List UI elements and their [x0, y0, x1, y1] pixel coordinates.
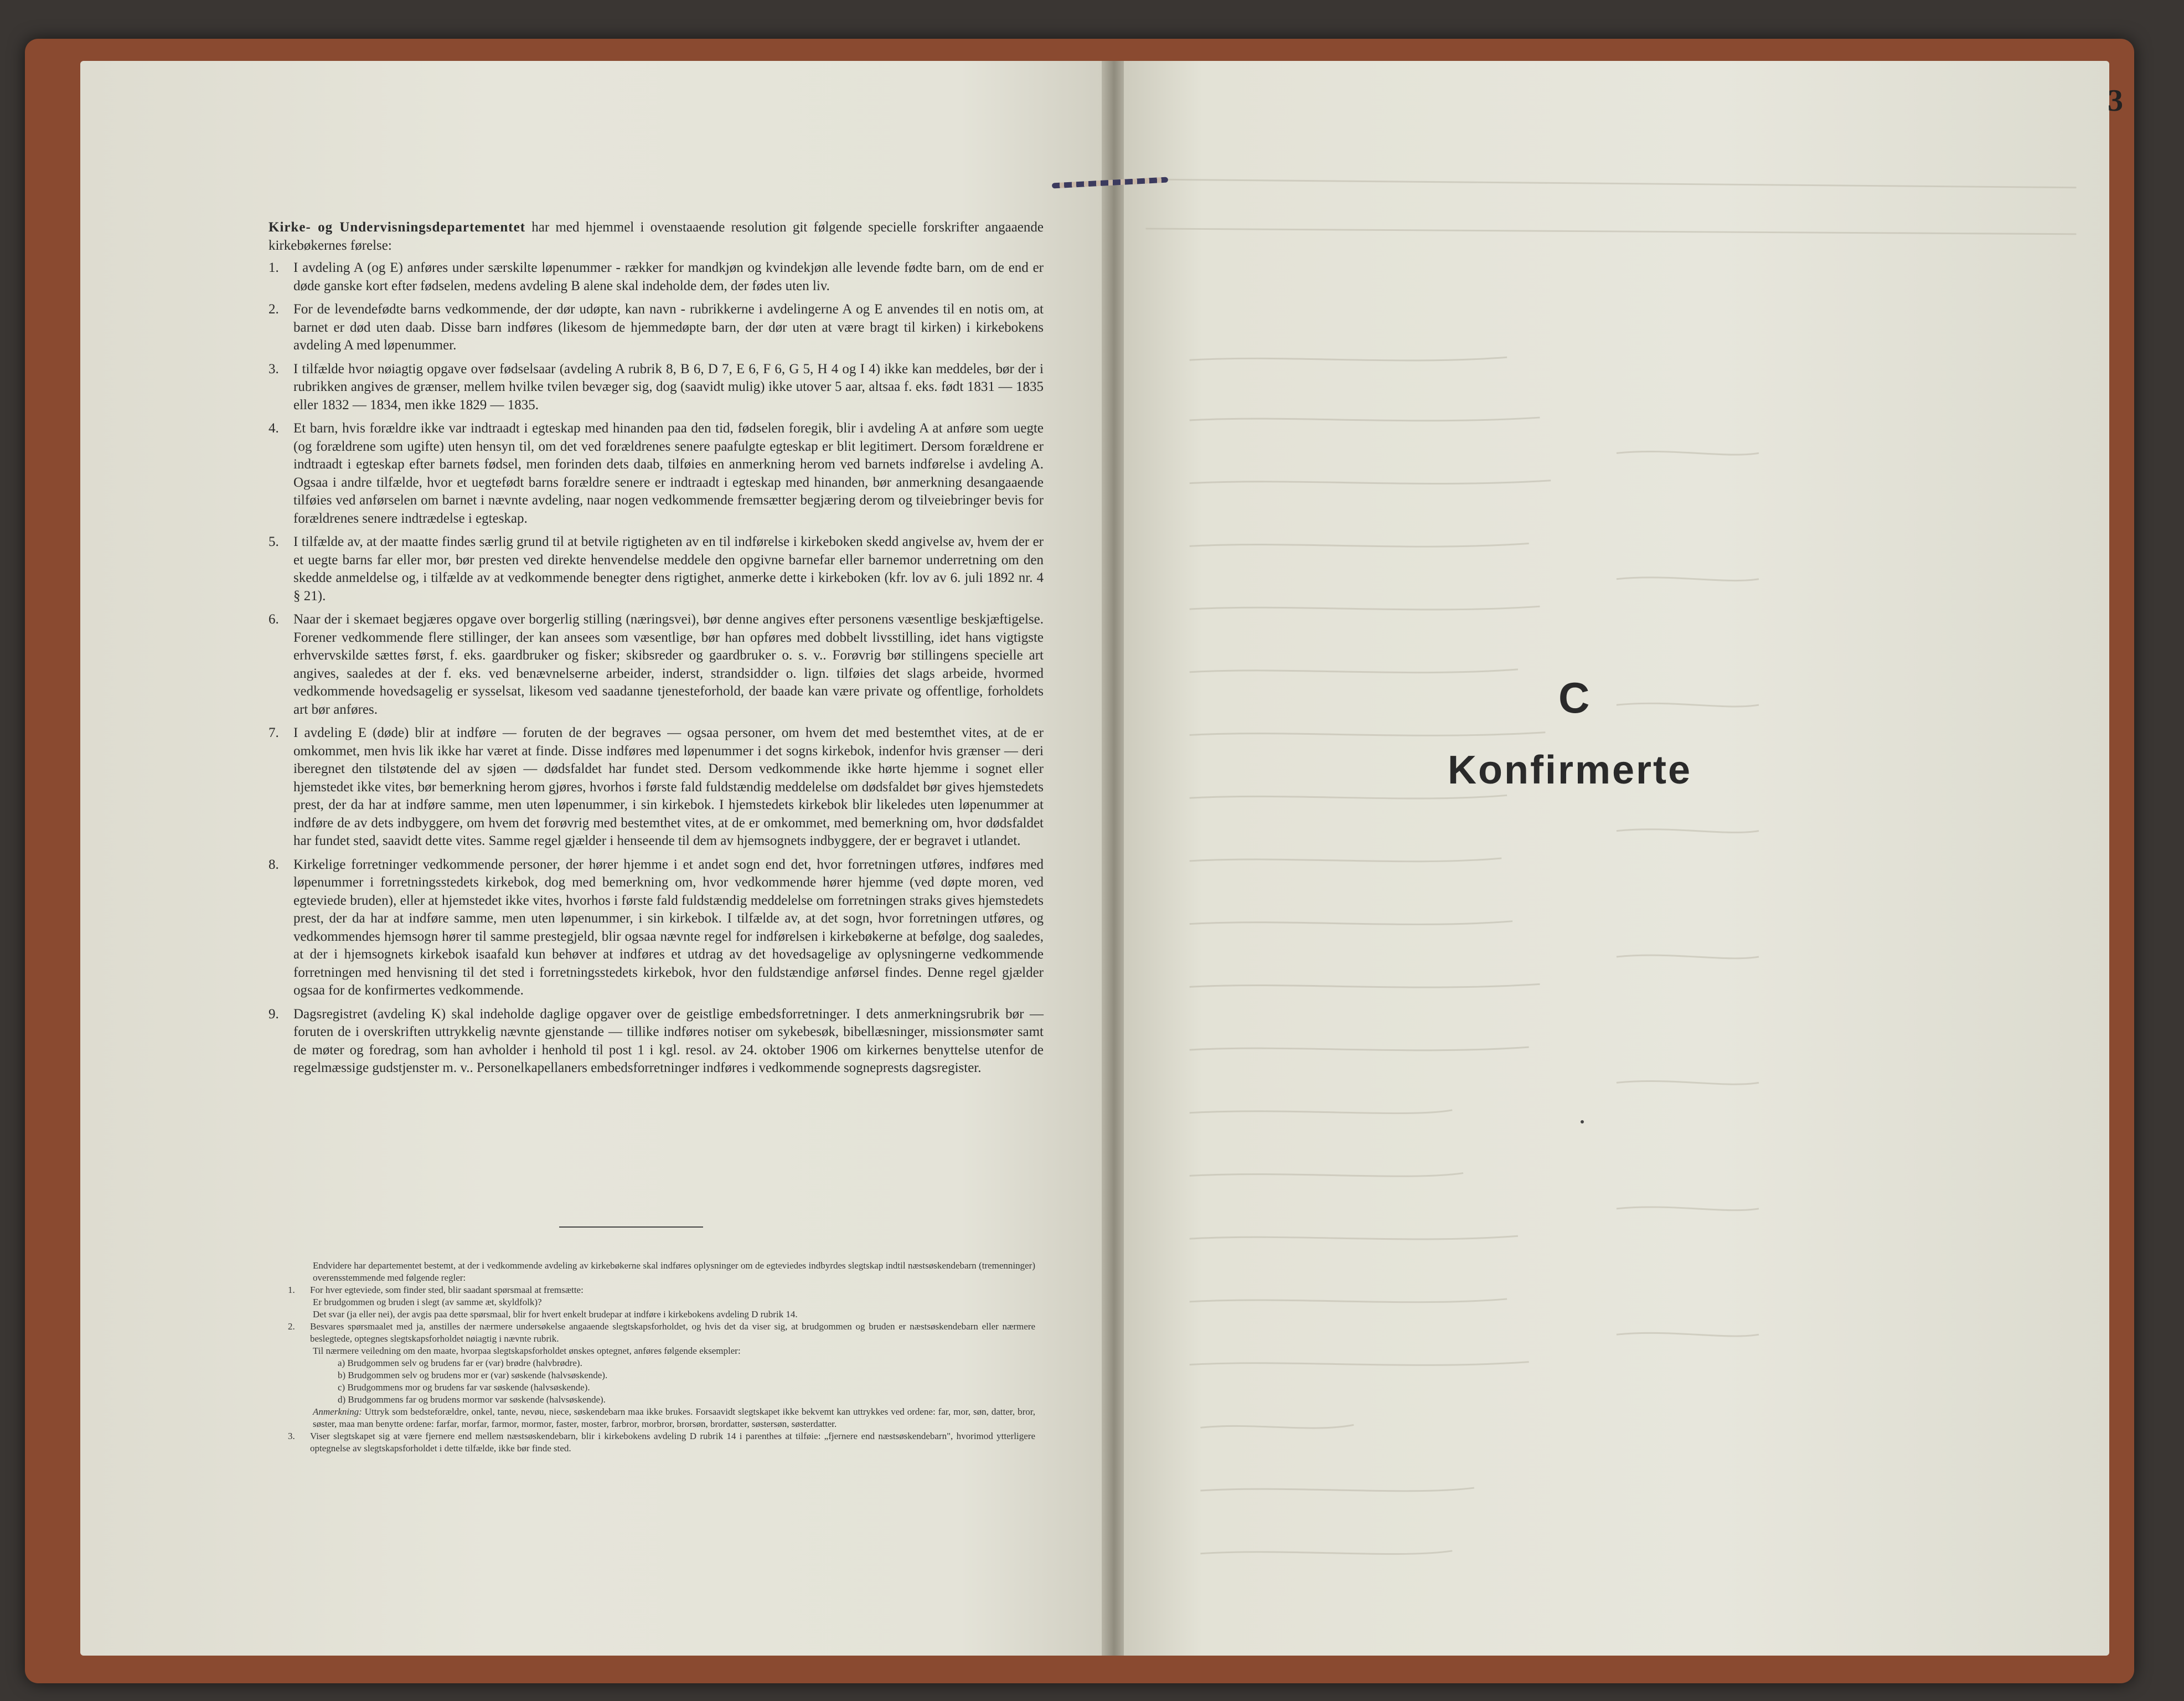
footnote-example: c) Brudgommens mor og brudens far var søskende (halvsøskende). [338, 1382, 590, 1393]
footnote-number: 2. [288, 1321, 295, 1332]
section-title: Konfirmerte [1448, 748, 1692, 792]
rule-item [269, 301, 1044, 355]
rule-text: Naar der i skemaet begjæres opgave over borgerlig stilling (næringsvei), bør denne angives efter personens væsentlige beskjæftigelse. Forener vedkommende flere stillinger, der kan ansees som væsentlige, bør han opføres med dobbelt livsstilling, idet hans vigtigste erhvervskilde sættes først, f. eks. gaardbruker og fisker; skibsreder og gaardbruker o. s. v.. Forøvrig bør stillingens specielle art angives, saaledes at der f. eks. ved benævnelserne arbeider, inderst, strandsidder o. lign. tilføies det slags arbeide, hvormed vedkommende hovedsagelig er sysselsat, likesom ved saadanne tjenesteforhold, der baade kan være private og offentlige, forholdets art bør anføres. [293, 612, 1044, 717]
page-number: 3 [2108, 84, 2123, 118]
rule-item [269, 856, 1044, 1000]
footnote-item-text: For hver egteviede, som finder sted, blir saadant spørsmaal at fremsætte: [310, 1285, 584, 1295]
rule-number: 7. [269, 725, 279, 740]
note-label: Anmerkning: [313, 1406, 362, 1417]
note-text: Uttryk som bedsteforældre, onkel, tante, nevøu, niece, søskendebarn maa ikke brukes. Forsaavidt slegtskapet ikke bekvemt kan uttrykkes ved ordene: far, mor, søn, datter, bror, søster, maa man benytte ordene: farfar, morfar, farmor, mormor, faster, moster, farbror, morbror, brorsøn, brordatter, søstersøn, søsterdatter. [313, 1406, 1036, 1429]
rule-item [269, 724, 1044, 850]
footnote-question: Er brudgommen og bruden i slegt (av samme æt, skyldfolk)? [313, 1297, 542, 1307]
footnote-number: 3. [288, 1431, 295, 1441]
rule-number: 6. [269, 612, 279, 627]
intro-text: har med hjemmel i ovenstaaende resolution git følgende specielle forskrifter angaaende kirkebøkernes førelse: [269, 220, 1044, 253]
rule-number: 5. [269, 534, 279, 549]
footnote-note [288, 1406, 1035, 1430]
footnote-item [288, 1321, 1035, 1345]
footnote-number: 1. [288, 1285, 295, 1295]
footnote-example: b) Brudgommen selv og brudens mor er (var) søskende (halvsøskende). [338, 1370, 608, 1380]
rule-text: I tilfælde av, at der maatte findes særlig grund til at betvile rigtigheten av en til indførelse i kirkeboken skedd angivelse av, hvem der er et uegte barns far eller mor, bør presten ved direkte henvendelse meddele den opgivne barnefar eller barnemor underretning om den skedde anmeldelse og, i tilfælde av at vedkommende benegter dens rigtighet, anmerke dette i kirkeboken (kfr. lov av 6. juli 1892 nr. 4 § 21). [293, 534, 1044, 604]
footnote-item [288, 1430, 1035, 1455]
section-divider [559, 1226, 703, 1228]
footnote-example: a) Brudgommen selv og brudens far er (var) brødre (halvbrødre). [338, 1358, 582, 1368]
rule-number: 1. [269, 260, 279, 275]
rule-item [269, 420, 1044, 528]
rule-text: I avdeling E (døde) blir at indføre — foruten de der begraves — ogsaa personer, om hvem det med bestemthet vites, at de er omkommet, men hvis lik ikke har været at finde. Disse indføres med løpenummer i det sogns kirkebok, indenfor hvis grænser — deri iberegnet den tilstøtende del av sjøen — dødsfaldet har fundet sted. Dersom vedkommende ikke hørte hjemme i sognet eller hjemstedet ikke vites, bør bemerkning herom gjøres, hvorhos i første fald fuldstændig meddelelse om dødsfaldet bør gives hjemstedets prest, der da har at indføre samme, men uten løpenummer, i sin kirkebok. I hjemstedets kirkebok blir likeledes uten løpenummer at indføre de av dets indbyggere, om hvem det forøvrig med bestemthet vites, at de er omkommet, med bemerkning om, hvor dødsfaldet har fundet sted, saavidt dette vites. Samme regel gjælder i henseende til dem av hjemsognets indbyggere, der er begravet i utlandet. [293, 725, 1044, 848]
ministry-name: Kirke- og Undervisningsdepartementet [269, 220, 526, 235]
rule-text: Kirkelige forretninger vedkommende personer, der hører hjemme i et andet sogn end det, hvor forretningen utføres, indføres med løpenummer i forretningsstedets kirkebok, dog med bemerkning om, hvor vedkommende hører hjemme (ved døpte moren, ved egteviede bruden), eller at hjemstedet ikke vites, hvorhos i første fald fuldstændig meddelelse om forretningen straks gives hjemstedets prest, der da har at indføre samme, men uten løpenummer, i sin kirkebok. I tilfælde av, at det sogn, hvor forretningen utføres, og vedkommendes hjemsogn hører til samme prestegjeld, blir ogsaa nævnte regel for indførelsen i kirkebøkerne at befølge, dog saaledes, at der i hjemsognets kirkebok isaafald kun behøver at indføres et utdrag av det hovedsagelige av oplysningerne vedkommende forretningen med henvisning til det sted i forretningsstedets kirkebok, hvor den fuldstændige anførsel findes. Denne regel gjælder ogsaa for de konfirmertes vedkommende. [293, 857, 1044, 998]
rule-text: Dagsregistret (avdeling K) skal indeholde daglige opgaver over de geistlige embedsforretninger. I dets anmerkningsrubrik bør — foruten de i overskriften uttrykkelig nævnte gjenstande — tillike indføres notiser om sykebesøk, bibellæsninger, missionsmøter samt de møter og foredrag, som han avholder i henhold til post 1 i kgl. resol. av 24. oktober 1906 om kirkernes benyttelse utenfor de regelmæssige gudstjenster m. v.. Personelkapellaners embedsforretninger indføres i vedkommende sogneprests dagsregister. [293, 1006, 1044, 1075]
right-page [1124, 61, 2109, 1656]
rule-text: Et barn, hvis forældre ikke var indtraadt i egteskap med hinanden paa den tid, fødselen foregik, blir i avdeling A at anføre som uegte (og forældrene som ugifte) uten hensyn til, om det ved forældrenes senere paafulgte egteskap er blit legitimert. Dersom forældrene er indtraadt i egteskap efter barnets fødsel, men forinden dets daab, tilføies en anmerkning herom ved barnets indførelse i avdeling A. Ogsaa i andre tilfælde, hvor et uegtefødt barns forældre senere er indtraadt i egteskap med hinanden, bør anmerkning desangaaende tilføies ved anførselen om barnet i nævnte avdeling, naar nogen vedkommende fremsætter begjæring derom og tilveiebringer bevis for forældrenes senere indtrædelse i egteskap. [293, 421, 1044, 526]
rule-text: For de levendefødte barns vedkommende, der dør udøpte, kan navn - rubrikkerne i avdelingerne A og E anvendes til en notis om, at barnet er død uten daab. Disse barn indføres (likesom de hjemmedøpte barn, der dør uten at være bragt til kirken) i kirkebokens avdeling A med løpenummer. [293, 302, 1044, 353]
footnote-example: d) Brudgommens far og brudens mormor var søskende (halvsøskende). [338, 1394, 606, 1405]
rule-text: I tilfælde hvor nøiagtig opgave over fødselsaar (avdeling A rubrik 8, B 6, D 7, E 6, F 6, G 5, H 4 og I 4) ikke kan meddeles, bør der i rubrikken angives de grænser, mellem hvilke tvilen bevæger sig, dog (saavidt mulig) ikke utover 5 aar, altsaa f. eks. født 1831 — 1835 eller 1832 — 1834, men ikke 1829 — 1835. [293, 361, 1044, 413]
rule-item [269, 1006, 1044, 1078]
rule-number: 4. [269, 421, 279, 436]
footnote-text [288, 1260, 1035, 1455]
footnote-guide: Til nærmere veiledning om den maate, hvorpaa slegtskapsforholdet ønskes optegnet, anføres følgende eksempler: [313, 1346, 741, 1356]
rule-item [269, 533, 1044, 605]
page-mark [1581, 1120, 1584, 1123]
regulations-intro [269, 219, 1044, 255]
footnote-item-text: Viser slegtskapet sig at være fjernere end mellem næstsøskendebarn, blir i kirkebokens avdeling D rubrik 14 i parenthes at tilføie: „fjernere end næstsøskendebarn", hvorimod ytterligere optegnelse av slegtskapsforholdet i dette tilfælde, ikke bør finde sted. [310, 1431, 1035, 1453]
rule-number: 8. [269, 857, 279, 872]
footnote-answer: Det svar (ja eller nei), der avgis paa dette spørsmaal, blir for hvert enkelt brudepar at indføre i kirkebokens avdeling D rubrik 14. [313, 1309, 798, 1319]
footnote-item-text: Besvares spørsmaalet med ja, anstilles der nærmere undersøkelse angaaende slegtskapsforholdet, og hvis det da viser sig, at brudgommen og bruden er næstsøskendebarn eller nærmere beslegtede, optegnes slegtskapsforholdet nøiagtig i nævnte rubrik. [310, 1321, 1035, 1344]
book-gutter [1102, 61, 1127, 1656]
regulations-text [269, 219, 1044, 1083]
rule-number: 3. [269, 361, 279, 377]
rule-number: 9. [269, 1006, 279, 1022]
rule-text: I avdeling A (og E) anføres under særskilte løpenummer - rækker for mandkjøn og kvindekjøn alle levende fødte barn, om de end er døde ganske kort efter fødselen, medens avdeling B alene skal indeholde dem, der fødes uten liv. [293, 260, 1044, 293]
rule-item [269, 360, 1044, 415]
rule-item [269, 259, 1044, 295]
rule-item [269, 611, 1044, 719]
footnote-intro: Endvidere har departementet bestemt, at der i vedkommende avdeling av kirkebøkerne skal indføres oplysninger om de egteviedes indbyrdes slegtskap indtil næstsøskendebarn (tremenninger) overensstemmende med følgende regler: [313, 1260, 1035, 1283]
footnote-item [288, 1284, 1035, 1296]
rule-number: 2. [269, 302, 279, 317]
section-letter: C [1558, 673, 1590, 722]
